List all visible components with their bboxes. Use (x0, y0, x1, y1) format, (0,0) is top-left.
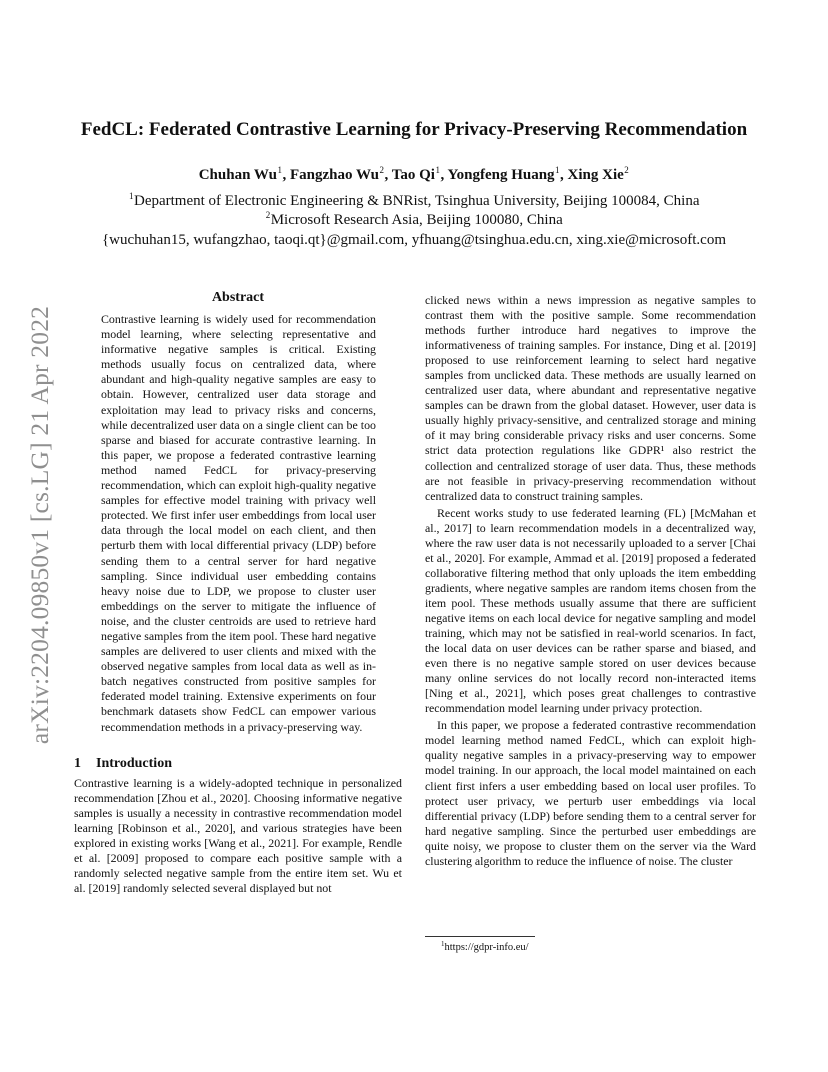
author-list (60, 165, 768, 184)
author-affil-mark: 2 (379, 165, 385, 175)
author-name: Chuhan Wu (198, 167, 277, 183)
author-name: Xing Xie (567, 167, 624, 183)
affiliation-mark: 1 (128, 191, 134, 201)
affiliation-mark: 2 (265, 210, 271, 220)
author-separator: , (282, 167, 290, 183)
section-title: Introduction (96, 755, 172, 771)
author-emails: {wuchuhan15, wufangzhao, taoqi.qt}@gmail.com, yfhuang@tsinghua.edu.cn, xing.xie@microsoft.com (101, 232, 727, 248)
author-affil-mark: 1 (435, 165, 440, 175)
author-name: Tao Qi (391, 167, 435, 183)
section-heading-introduction (74, 756, 402, 772)
intro-paragraph-3: Recent works study to use federated learning (FL) [McMahan et al., 2017] to learn recommendation models in a decentralized way, where the raw user data is not necessarily uploaded to a server [Chai et al., 2020]. For example, Ammad et al. [2019] proposed a federated collaborative filtering method that only uploads the item embedding gradients, where negative samples are random items chosen from the item pool. These methods usually assume that there are sufficient negative items on each local device for negative sampling and model training, which may not be satisfied in real-world scenarios. In fact, the local data on user devices can be rather sparse and biased, and even there is no negative sample stored on user devices because many online services do not locally record non-interacted items [Ning et al., 2021], which poses great challenges to contrastive recommendation model learning under privacy protection. (425, 505, 756, 716)
right-column (425, 293, 756, 869)
arxiv-stamp (20, 290, 60, 760)
footnote-divider (425, 936, 535, 937)
left-column (74, 290, 402, 896)
affiliation-text: Department of Electronic Engineering & BNRist, Tsinghua University, Beijing 100084, China (133, 193, 700, 209)
affiliation-1 (60, 191, 768, 210)
author-name: Yongfeng Huang (447, 167, 555, 183)
author-affil-mark: 1 (277, 165, 282, 175)
author-affil-mark: 1 (555, 165, 560, 175)
arxiv-identifier: arXiv:2204.09850v1 [cs.LG] 21 Apr 2022 (25, 305, 54, 745)
intro-paragraph-4: In this paper, we propose a federated contrastive recommendation model learning method named FedCL, which can exploit high-quality negative samples in a privacy-preserving way to empower model training. In our approach, the local model maintained on each client first infers a user embedding based on local user profiles. To protect user privacy, we perturb user embeddings via local differential privacy (LDP) before sending them to a central server for hard negative sampling. Since the perturbed user embeddings are quite noisy, we propose to cluster them on the server via the Ward clustering algorithm to reduce the influence of noise. The cluster (425, 718, 756, 868)
affiliation-2 (60, 210, 768, 229)
author-separator: , (384, 167, 392, 183)
author-name: Fangzhao Wu (289, 167, 380, 183)
footnote-mark: 1 (441, 940, 445, 948)
section-number: 1 (74, 755, 81, 771)
intro-paragraph-2: clicked news within a news impression as negative samples to contrast them with the positive sample. Some recommendation methods further introduce hard negatives to improve the informativeness of training samples. For instance, Ding et al. [2019] proposed to use reinforcement learning to select hard negative samples from unclicked data. These methods are usually learned on centralized user data, where abundant and representative negative samples can be drawn from the global dataset. However, user data is usually highly privacy-sensitive, and centralized storage and mining of it may bring considerable privacy risks and user concerns. Some strict data protection regulations like GDPR¹ also restrict the collection and centralized storage of user data. Thus, these methods are not feasible in privacy-preserving recommendation without centralized data to construct training samples. (425, 293, 756, 503)
author-separator: , (440, 167, 448, 183)
abstract-heading: Abstract (211, 290, 265, 305)
intro-paragraph-1: Contrastive learning is a widely-adopted technique in personalized recommendation [Zhou et al., 2020]. Choosing informative negative samples is usually a necessity in contrastive recommendation model learning [Robinson et al., 2020], and various strategies have been explored in existing works [Wang et al., 2021]. For example, Rendle et al. [2009] proposed to compare each positive sample with a randomly selected negative sample from the entire item set. Wu et al. [2019] randomly selected several displayed but not (74, 775, 402, 895)
footnote-link[interactable]: https://gdpr-info.eu/ (444, 942, 529, 953)
footnote (441, 940, 529, 953)
affiliation-text: Microsoft Research Asia, Beijing 100080, China (270, 212, 563, 228)
paper-title: FedCL: Federated Contrastive Learning for Privacy-Preserving Recommendation (80, 119, 748, 140)
author-affil-mark: 2 (624, 165, 629, 175)
abstract-text: Contrastive learning is widely used for recommendation model learning, where selecting representative and informative negative samples is critical. Existing methods usually focus on centralized data, where abundant and high-quality negative samples are easy to obtain. However, centralized user data storage and exploitation may lead to privacy risks and concerns, while decentralized user data on a single client can be too sparse and biased for accurate contrastive learning. In this paper, we propose a federated contrastive learning method named FedCL for privacy-preserving recommendation, which can exploit high-quality negative samples for effective model training with privacy well protected. We first infer user embeddings from local user data through the local model on each client, and then perturb them with local differential privacy (LDP) before sending them to a central server for hard negative sampling. Since individual user embedding contains heavy noise due to LDP, we propose to cluster user embeddings on the server to mitigate the influence of noise, and the cluster centroids are used to retrieve hard negative samples from the item pool. These hard negative samples are delivered to user clients and mixed with the observed negative samples from local data as well as in-batch negatives constructed from positive samples for federated model training. Extensive experiments on four benchmark datasets show FedCL can empower various recommendation methods in a privacy-preserving way. (101, 312, 376, 734)
author-separator: , (560, 167, 568, 183)
